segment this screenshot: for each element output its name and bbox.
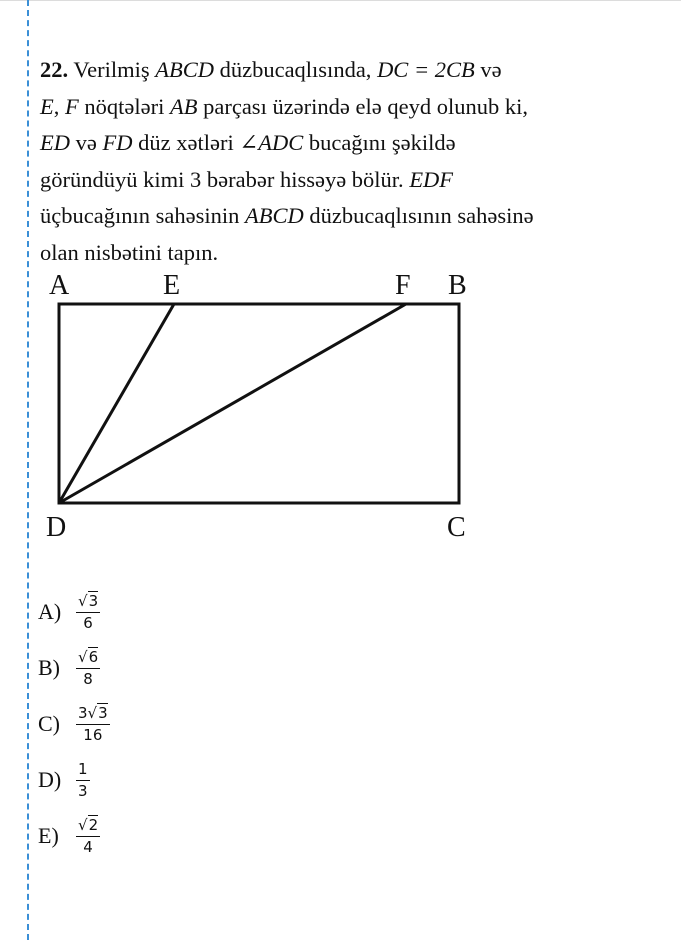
fraction-numerator: 1 bbox=[76, 761, 90, 781]
fraction-denominator: 8 bbox=[83, 669, 93, 688]
option-fraction bbox=[76, 705, 110, 744]
option-a[interactable] bbox=[38, 584, 110, 640]
radicand: 2 bbox=[88, 815, 99, 834]
option-fraction bbox=[76, 593, 100, 632]
radicand: 3 bbox=[88, 591, 99, 610]
text-segment: düz xətləri bbox=[132, 130, 240, 155]
option-b[interactable] bbox=[38, 640, 110, 696]
segment-ed bbox=[59, 304, 174, 503]
sqrt-sign: √ bbox=[78, 647, 88, 666]
text-segment: düzbucaqlısında, bbox=[213, 57, 378, 82]
fraction-numerator bbox=[76, 817, 100, 837]
fraction-denominator: 16 bbox=[83, 725, 103, 744]
fraction-numerator bbox=[76, 705, 110, 725]
label-b: B bbox=[448, 270, 467, 301]
option-d[interactable] bbox=[38, 752, 110, 808]
problem-number: 22. bbox=[40, 57, 69, 82]
math-abcd: ABCD bbox=[155, 57, 214, 82]
radicand: 6 bbox=[88, 647, 99, 666]
sqrt-sign: √ bbox=[78, 591, 88, 610]
option-fraction bbox=[76, 649, 100, 688]
math-ed: ED bbox=[40, 130, 70, 155]
text-segment: və bbox=[70, 130, 103, 155]
label-f: F bbox=[395, 270, 411, 301]
fraction-numerator bbox=[76, 649, 100, 669]
text-segment: göründüyü kimi 3 bərabər hissəyə bölür. bbox=[40, 166, 410, 192]
option-fraction bbox=[76, 817, 100, 856]
math-edf: EDF bbox=[409, 166, 454, 192]
option-c[interactable] bbox=[38, 696, 110, 752]
math-f: F bbox=[65, 93, 79, 119]
coefficient: 3 bbox=[78, 703, 88, 722]
math-e: E bbox=[40, 93, 54, 119]
fraction-denominator: 3 bbox=[78, 781, 88, 800]
text-segment: Verilmiş bbox=[73, 57, 156, 82]
math-dc-equals-2cb: DC = 2CB bbox=[377, 57, 475, 82]
label-d: D bbox=[46, 512, 67, 543]
option-letter: A) bbox=[38, 599, 62, 624]
fraction-denominator: 4 bbox=[83, 837, 93, 856]
segment-fd bbox=[59, 304, 406, 503]
fraction-numerator bbox=[76, 593, 100, 613]
answer-options bbox=[38, 584, 110, 864]
label-c: C bbox=[447, 512, 466, 543]
text-segment: bucağını şəkildə bbox=[303, 130, 456, 155]
rectangle-abcd bbox=[59, 304, 459, 503]
text-segment: nöqtələri bbox=[78, 93, 170, 119]
math-angle-adc: ∠ADC bbox=[239, 130, 304, 155]
fraction-denominator: 6 bbox=[83, 613, 93, 632]
label-a: A bbox=[49, 270, 70, 301]
text-segment: parçası üzərində elə qeyd olunub ki, bbox=[197, 93, 528, 119]
option-letter: D) bbox=[38, 767, 62, 792]
text-segment: düzbucaqlısının sahəsinə bbox=[303, 203, 534, 228]
option-e[interactable] bbox=[38, 808, 110, 864]
option-letter: E) bbox=[38, 823, 59, 848]
sqrt-sign: √ bbox=[87, 703, 98, 722]
math-fd: FD bbox=[102, 130, 133, 155]
label-e: E bbox=[163, 270, 181, 301]
text-segment: üçbucağının sahəsinin bbox=[40, 203, 245, 228]
math-abcd: ABCD bbox=[244, 203, 304, 228]
option-fraction bbox=[76, 761, 90, 800]
option-letter: B) bbox=[38, 655, 60, 680]
option-letter: C) bbox=[38, 711, 60, 736]
text-segment: , bbox=[53, 93, 65, 119]
sqrt-sign: √ bbox=[78, 815, 88, 834]
text-segment: və bbox=[474, 57, 502, 82]
text-segment: olan nisbətini tapın. bbox=[40, 239, 219, 265]
radicand: 3 bbox=[98, 703, 108, 722]
math-ab: AB bbox=[169, 93, 198, 119]
